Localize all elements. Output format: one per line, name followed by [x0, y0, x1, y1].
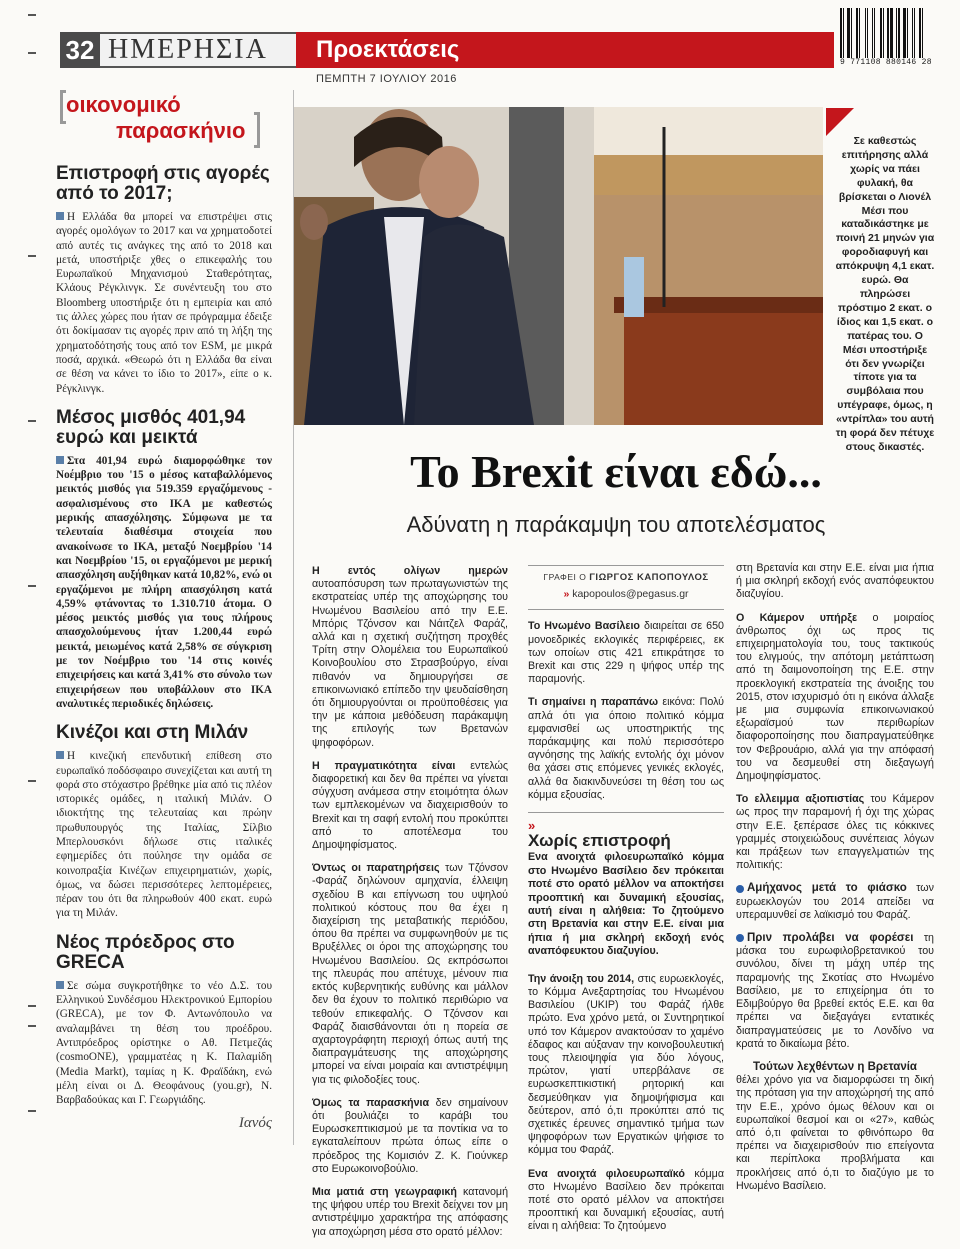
barcode	[840, 8, 934, 68]
byline-author: ΓΙΩΡΓΟΣ ΚΑΠΟΠΟΥΛΟΣ	[589, 572, 709, 583]
article-column-2	[528, 565, 724, 1244]
article-paragraph	[528, 973, 724, 1158]
page-number: 32	[60, 32, 100, 68]
square-bullet-icon	[56, 751, 64, 759]
paragraph-text: των Τζόνσον -Φαράζ δηλώνουν αμηχανία, έλλειψη σχεδίου Β και επίγνωση του υψηλού πολιτικού κόστους που θα έχει η διαχείριση της μεταβατικής περιόδου, όπου θα πρέπει να συμφωνηθούν με τις Βρυξέλλες οι όροι της αποχώρησης του Ηνωμένου Βασιλείου. Ως εκπρόσωποι της πλευράς που απέτυχε, μένουν πια εκτός κυβερνητικής ευθύνης και μάλλον δεν θα έχουν το πολιτικό περιθώριο να τεθούν επικεφαλής. Ο Τζόνσον και Φαράζ διαισθάνονται ότι η πορεία σε αχαρτογράφητη περιοχή όπως αυτή της διαπραγμάτευσης της αποχώρησης μπορεί να είναι μοιραία και αντιστρέψιμη για τις φιλοδοξίες τους.	[312, 862, 508, 1086]
kicker-line-1: οικονομικό	[66, 92, 181, 117]
article-paragraph	[528, 1168, 724, 1234]
sidebar-headline: Μέσος μισθός 401,94 ευρώ και μεικτά	[56, 406, 246, 448]
article-paragraph	[312, 1097, 508, 1176]
barcode-number: 9 771108 880146	[840, 58, 917, 67]
paragraph-text: στη Βρετανία και στην Ε.Ε. είναι μια ήπια ή μια σκληρή εκδοχή ενός αναπόφευκτου διαζυγίου.	[736, 562, 934, 601]
author-email[interactable]	[528, 588, 724, 610]
square-bullet-icon	[56, 212, 64, 220]
paragraph-lead: Ενα ανοιχτά φιλοευρωπαϊκό	[528, 1167, 685, 1180]
sidebar-kicker	[60, 90, 272, 152]
sidebar-headline: Κινέζοι και στη Μιλάν	[56, 722, 249, 744]
paragraph-lead: Όμως τα παρασκήνια	[312, 1096, 430, 1109]
kicker-line-2: παρασκήνιο	[116, 118, 246, 143]
photo-caption: Σε καθεστώς επιτήρησης αλλά χωρίς να πάει φυλακή, θα βρίσκεται ο Λιονέλ Μέσι που καταδικάστηκε με ποινή 21 μηνών για φοροδιαφυγή και απόκρυψη 4,1 εκατ. ευρώ. Θα πληρώσει πρόστιμο 2 εκατ. ο ίδιος και 1,5 εκατ. ο πατέρας του. Ο Μέσι υποστήριξε ότι δεν γνωρίζει τίποτε για τα συμβόλαια που υπέγραφε, όμως, η «ντρίπλα» του αυτή τη φορά δεν πέτυχε στους δικαστές.	[835, 135, 935, 453]
article-paragraph	[736, 1061, 934, 1193]
sidebar-text	[56, 979, 272, 1108]
paragraph-text: κόμμα στο Ηνωμένο Βασίλειο δεν πρόκειται ποτέ στο ορατό μέλλον να αποκτήσει προοπτική και δυναμική εξουσίας, αυτή είναι η αλήθεια: Το ζητούμενο	[528, 1167, 725, 1233]
article-paragraph	[528, 696, 724, 802]
article-paragraph	[528, 620, 724, 686]
arrow-icon: »	[528, 818, 536, 834]
author-email-text[interactable]: kapopoulos@pegasus.gr	[572, 588, 689, 601]
bullet-icon	[736, 934, 744, 942]
paragraph-text: κατανομή της ψήφου υπέρ του Brexit δείχνει τον μη αντιστρέψιμο χαρακτήρα της απόφασης για αποχώρηση μέσα στο ορατό μέλλον:	[312, 1185, 509, 1238]
sidebar-column	[56, 90, 272, 1132]
paragraph-lead: Την άνοιξη του 2014,	[528, 972, 635, 985]
article-paragraph	[736, 562, 934, 602]
courtroom-photo-image	[294, 107, 823, 425]
article-paragraph	[312, 760, 508, 852]
article-paragraph	[312, 862, 508, 1086]
article-column-1	[312, 565, 508, 1249]
highlight-text: Ενα ανοιχτά φιλοευρωπαϊκό κόμμα στο Ηνωμένο Βασίλειο δεν πρόκειται ποτέ στο ορατό μέλλον να αποκτήσει προοπτική και δυναμική εξουσίας, αυτή είναι η αλήθεια: Το ζητούμενο στη Βρετανία και στην Ε.Ε. είναι μια ήπια ή μια σκληρή εκδοχή ενός αναπόφευκτου διαζυγίου.	[528, 851, 724, 958]
highlight-box	[528, 812, 724, 959]
article-column-3	[736, 562, 934, 1203]
article-paragraph	[312, 565, 508, 750]
paragraph-text: θέλει χρόνο για να διαμορφώσει τη δική της πρόταση για την αποχώρησή της από την Ε.Ε., χρόνο όμως θέλουν και οι ευρωπαϊκοί θεσμοί και οι «27», καθώς από ό,τι φαίνεται το φθινόπωρο θα πρέπει να διαχειρισθούν πιο επείγοντα και περίπλοκα προβλήματα και προκλήσεις από ό,τι το διαζύγιο με το Ηνωμένο Βασίλειο.	[736, 1074, 934, 1192]
byline	[528, 565, 724, 584]
bullet-icon	[736, 885, 744, 893]
paragraph-text: εντελώς διαφορετική και δεν θα πρέπει να γίνεται σύγχυση ανάμεσα στην ετοιμότητα όλων των εμπλεκομένων να διαχειρισθούν το Brexit και τη σαφή εντολή που προκύπτει από το αποτέλεσμα του Δημοψηφίσματος.	[312, 759, 508, 852]
paragraph-text: ο μοιραίος άνθρωπος όχι ως προς τις επιχειρηματολογία του, τους τακτικούς του ελιγμούς, την απότομη μετάπτωση από τη δαιμονοποίηση της Ε.Ε. στην προεκλογική εκστρατεία της άνοιξης του 2015, στον ισχυρισμό ότι η εικόνα άλλαξε με μια συμφωνία επικοινωνιακού εξωραϊσμού των περιθωρίων διαφοροποίησης που διαπραγματεύθηκε τον Φεβρουάριο, αλλά για την απόφασή του να δεσμευθεί στη διεξαγωγή Δημοψηφίσματος.	[736, 611, 934, 783]
paragraph-text: του Κάμερον ως προς την παραμονή ή όχι της χώρας στην Ε.Ε. ξεπέρασε όλες τις κόκκινες γραμμές στοιχειώδους συνέπειας λόγων και πράξεων των επαγγελματιών της πολιτικής:	[736, 793, 934, 872]
paragraph-lead: Η πραγματικότητα είναι	[312, 759, 456, 772]
sidebar-text	[56, 749, 272, 921]
paragraph-text: τη μάσκα του ευρωφιλοβρετανικού του συνόλου, δίνει τη μάχη υπέρ της παραμονής της Σκοτίας στο Ηνωμένο Βασίλειο, με το επιχείρημα ότι το Εδιμβούργο θα βρεθεί εκτός Ε.Ε. και θα πρέπει να διεξαγάγει εντατικές διαπραγματεύσεις με το Λονδίνο να κρατά το δικαίωμα βέτο.	[736, 932, 935, 1050]
paragraph-text: δεν σημαίνουν ότι βουλιάζει το καράβι του Ευρωσκεπτικισμού με τα ποντίκια να το εγκαταλείπουν πρώτα όπως είπε ο πρόεδρος της Κομισιόν Ζ. Κ. Γιούνκερ στο Ευρωκοινοβούλιο.	[312, 1096, 508, 1175]
paragraph-text: εικόνα: Πολύ απλά ότι για όποιο πολιτικό κόμμα εμφανισθεί ως υποστηρικτής της παράκαμψης και πολύ περισσότερο αγνόησης της λαϊκής εντολής όχι μόνον θα χάσει στις επόμενες γενικές εκλογές, αλλά θα διακινδυνεύσει τη θέση του ως κόμμα εξουσίας.	[528, 696, 724, 801]
square-bullet-icon	[56, 981, 64, 989]
page-header	[60, 32, 834, 68]
issue-date: ΠΕΜΠΤΗ 7 ΙΟΥΛΙΟΥ 2016	[316, 73, 457, 85]
news-photo	[294, 107, 823, 425]
paragraph-lead: Ο Κάμερον υπήρξε	[736, 611, 858, 624]
sidebar-headline: Επιστροφή στις αγορές από το 2017;	[56, 163, 270, 204]
bracket-right-icon	[254, 112, 260, 148]
article-subtitle: Αδύνατη η παράκαμψη του αποτελέσματος	[406, 512, 826, 537]
article-paragraph	[736, 612, 934, 784]
caption-marker-icon	[826, 108, 854, 136]
highlight-heading: Χωρίς επιστροφή	[528, 831, 671, 851]
paragraph-lead: Τι σημαίνει η παραπάνω	[528, 696, 659, 709]
paragraph-lead: Το ελλειμμα αξιοπιστίας	[736, 793, 865, 806]
barcode-icon	[840, 8, 934, 58]
sidebar-headline: Νέος πρόεδρος στο GRECA	[56, 931, 235, 973]
article-paragraph	[736, 932, 934, 1051]
article-title: Το Brexit είναι εδώ...	[410, 446, 822, 497]
sidebar-text-body: Σε σώμα συγκροτήθηκε το νέο Δ.Σ. του Ελληνικού Συνδέσμου Ηλεκτρονικού Εμπορίου (GRECA), με τον Φ. Αντωνόπουλο να αναλαμβάνει τη θέση του προέδρου. Αντιπρόεδρος ορίστηκε ο Αθ. Πετμεζάς (cosmoONE), γραμματέας η Κ. Παλαμίδη (Media Markt), ταμίας η Κ. Φραϊδάκη, ενώ μέλη είναι οι Δ. Θεοφάνους (you.gr), Ν. Βαρβαδούκας και Γ. Γεωργιάδης.	[56, 979, 272, 1107]
sidebar-text-body: Η κινεζική επενδυτική επίθεση στο ευρωπαϊκό ποδόσφαιρο συνεχίζεται και αυτή τη φορά στο στόχαστρο βρέθηκε μία από τις πλέον ιστορικές ομάδες, η ιταλική Μιλάν. Ο ιδιοκτήτης της τελευταίας και πρώην πρωθυπουργός της Ιταλίας, Σίλβιο Μπερλουσκόνι δήλωσε στις ιταλικές εφημερίδες ότι πούλησε την ομάδα σε κοινοπραξία Κινέζων επιχειρηματιών, χωρίς, όμως, να δώσει περισσότερες λεπτομέρειες, πέραν του ότι θα πληρωθούν 400 εκατ. ευρώ για τη Μιλάν.	[56, 750, 272, 920]
paragraph-lead: Τούτων λεχθέντων η Βρετανία	[752, 1060, 918, 1073]
paragraph-lead: Το Ηνωμένο Βασίλειο	[528, 620, 640, 633]
paragraph-text: των ευρωεκλογών του 2014 απείδει να υπεραμυνθεί σε λαϊκισμό του Φαράζ.	[736, 882, 934, 921]
barcode-issue: 28	[921, 58, 932, 67]
paragraph-lead: Πριν προλάβει να φορέσει	[747, 932, 914, 945]
newspaper-name: ΗΜΕΡΗΣΙΑ	[100, 32, 296, 68]
article-paragraph	[736, 882, 934, 922]
article-paragraph	[312, 1186, 508, 1239]
paragraph-text: αυτοαπόσυρση των πρωταγωνιστών της εκστρατείας υπέρ της αποχώρησης του Ηνωμένου Βασιλείου από την Ε.Ε. Μπόρις Τζόνσον και Νάιτζελ Φαράζ, αλλά και η σχετική συζήτηση προχθές Τρίτη στην Ολομέλεια του Ευρωπαϊκού Κοινοβουλίου στο Στρασβούργο, είναι πιθανόν να δημιουργήσει σε επικοινωνιακό επίπεδο την ψευδαίσθηση ότι δημιουργούνται οι προϋποθέσεις για την με κάποια μεθόδευση παράκαμψη της επιλογής των Βρετανών ψηφοφόρων.	[312, 578, 508, 749]
sidebar-text-body: Στα 401,94 ευρώ διαμορφώθηκε τον Νοέμβριο του '15 ο μέσος καταβαλλόμενος μεικτός μισθός για 519.359 εργαζόμενους - ασφαλισμένους στο ΙΚΑ με καθεστώς μερικής απασχόλησης. Σύμφωνα με τα τελευταία διαθέσιμα στοιχεία που ανακοίνωσε το ΙΚΑ, μεταξύ Νοεμβρίου '14 και Νοεμβρίου '15, οι εργαζόμενοι με μερική απασχόληση αυξήθηκαν κατά 10,82%, ενώ οι εργαζόμενοι με πλήρη απασχόληση κατά 4,59% φτάνοντας το 1.310.710 άτομα. Ο μέσος μεικτός μισθός για τους πλήρους απασχολούμενους ήταν 1.200,44 ευρώ μεικτά, μειωμένος κατά 2,58% σε σύγκριση με τον Νοέμβριο του '14 στις κοινές επιχειρήσεις και κατά 3,41% στο σύνολο των επιχειρήσεων που υποβάλλουν στο ΙΚΑ αναλυτικές περιοδικές δηλώσεις.	[56, 454, 272, 710]
square-bullet-icon	[56, 456, 64, 464]
sidebar-text	[56, 210, 272, 396]
paragraph-lead: Όντως οι παρατηρήσεις	[312, 862, 440, 875]
article-paragraph	[736, 793, 934, 872]
sidebar-text-body: Η Ελλάδα θα μπορεί να επιστρέψει στις αγορές ομολόγων το 2017 και να χρηματοδοτεί από αυτές τις ανάγκες της από το 2018 και μετά, υποστήριξε χθες ο επικεφαλής του Ευρωπαϊκού Μηχανισμού Σταθερότητας, Κλάους Ρέγκλινγκ. Σε συνέντευξη του στο Bloomberg υποστήριξε ότι η εμπειρία και από τις άλλες χώρες που ήταν σε πρόγραμμα έδειξε ότι δοκίμασαν τις αγορές πριν από τη λήξη της χρηματοδότησής τους από τον ESM, με μικρά ποσά, αρχικά. «Θεωρώ ότι η Ελλάδα θα είναι σε θέση να κάνει το ίδιο το 2017», είπε ο κ. Ρέγκλινγκ.	[56, 211, 272, 395]
arrow-icon: »	[563, 588, 570, 601]
paragraph-lead: Η εντός ολίγων ημερών	[312, 565, 508, 577]
paragraph-text: στις ευρωεκλογές, το Κόμμα Ανεξαρτησίας του Ηνωμένου Βασιλείου (UKIP) του Φαράζ ήλθε πρώτο. Ενα χρόνο μετά, οι Συντηρητικοί υπό τον Κάμερον ανακτούσαν το χαμένο έδαφος και αύξαναν την κοινοβουλευτική τους πλειοψηφία για δύο λόγους, πρώτον, γιατί υπερβάλανε σε ευρωσκεπτικιστική ρητορική και δεσμεύθηκαν για δημοψήφισμα και δεύτερον, από ό,τι προκύπτει από τις σχετικές έρευνες σημαντικό τμήμα των ψηφοφόρων των Εργατικών ψήφισε το κόμμα του Φαράζ.	[528, 972, 724, 1157]
paragraph-lead: Μια ματιά στη γεωγραφική	[312, 1185, 457, 1198]
paragraph-text: διαιρείται σε 650 μονοεδρικές εκλογικές περιφέρειες, εκ των οποίων στις 421 επικράτησε το Brexit και στις 229 η ψήφος υπέρ της παραμονής.	[528, 620, 724, 686]
signature: Ιανός	[238, 1115, 272, 1132]
paragraph-lead: Αμήχανος μετά το φιάσκο	[747, 882, 907, 895]
byline-prefix: ΓΡΑΦΕΙ Ο	[543, 572, 587, 582]
section-title: Προεκτάσεις	[296, 32, 834, 68]
sidebar-text	[56, 454, 272, 711]
